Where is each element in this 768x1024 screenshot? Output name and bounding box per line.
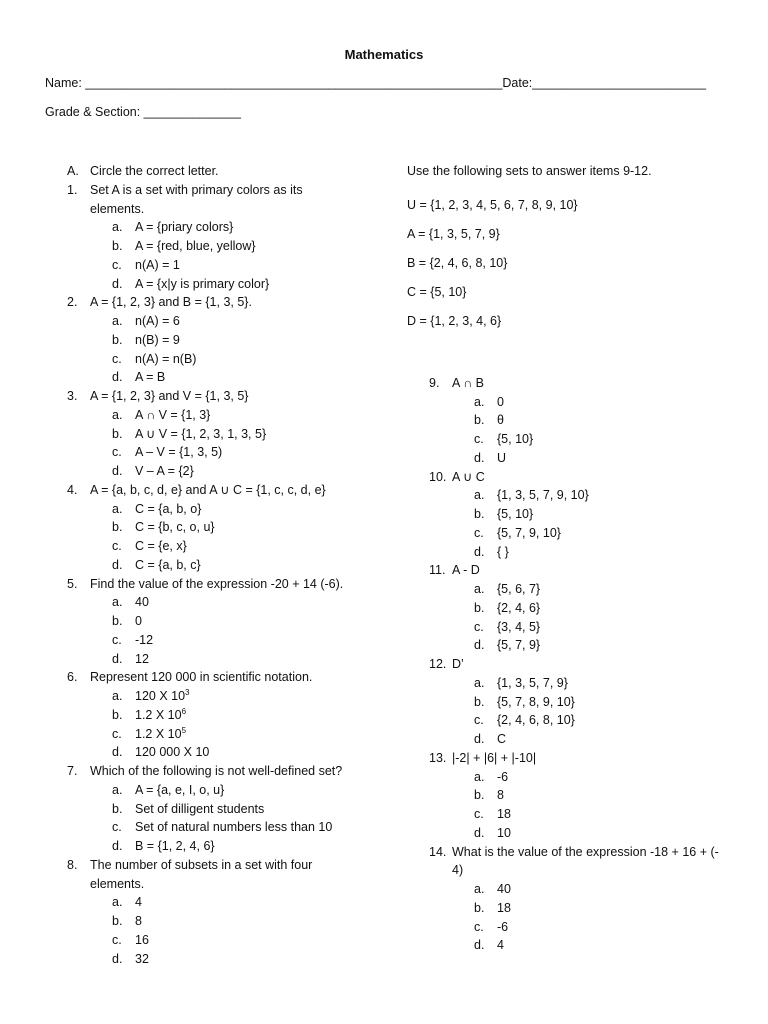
question-text: A = {a, b, c, d, e} and A ∪ C = {1, c, c, d, e} — [90, 482, 326, 497]
question-number: 2. — [67, 295, 78, 310]
option-text: C = {e, x} — [135, 539, 187, 553]
option-text: 10 — [497, 825, 511, 840]
question-14 — [407, 843, 737, 862]
option[interactable] — [45, 593, 390, 612]
option-text: {2, 4, 6} — [497, 600, 541, 615]
question-7 — [45, 762, 390, 781]
option-letter[interactable]: b. — [474, 900, 485, 915]
option-text: V – A = {2} — [135, 464, 194, 478]
question-12 — [407, 655, 737, 674]
question-number: 3. — [67, 389, 78, 403]
option[interactable] — [407, 768, 737, 787]
option[interactable] — [407, 636, 737, 655]
option-letter[interactable]: a. — [112, 689, 123, 703]
option-letter[interactable]: a. — [112, 220, 123, 235]
option-letter[interactable]: d. — [112, 370, 123, 385]
option-letter[interactable]: a. — [112, 782, 123, 797]
option[interactable] — [45, 556, 390, 575]
option-text: A = {a, e, I, o, u} — [135, 782, 225, 797]
option-letter[interactable]: b. — [474, 788, 485, 803]
option-text: {5, 7, 9} — [497, 638, 541, 653]
option-text — [135, 687, 190, 706]
option-letter[interactable]: c. — [112, 539, 122, 553]
option[interactable] — [407, 805, 737, 824]
question-1-cont — [45, 200, 390, 219]
option-letter[interactable]: c. — [112, 820, 122, 835]
instruction — [45, 162, 390, 181]
question-text: A - D — [452, 563, 480, 578]
option[interactable] — [45, 462, 390, 481]
option-text: Set of natural numbers less than 10 — [135, 820, 333, 835]
option[interactable] — [407, 486, 737, 505]
option-text: A ∪ V = {1, 2, 3, 1, 3, 5} — [135, 426, 267, 441]
left-column — [45, 162, 390, 968]
option-letter[interactable]: d. — [112, 651, 123, 666]
option-text: 18 — [497, 807, 511, 821]
option[interactable] — [45, 218, 390, 237]
option-text: A – V = {1, 3, 5) — [135, 445, 223, 460]
question-10 — [407, 468, 737, 487]
option-text: n(B) = 9 — [135, 332, 180, 347]
option-text: U — [497, 450, 507, 465]
question-1 — [45, 181, 390, 200]
option[interactable] — [45, 237, 390, 256]
option-base: 120 000 X 10 — [135, 745, 210, 760]
question-text: Find the value of the expression -20 + 14 (-6). — [90, 576, 344, 591]
question-text: What is the value of the expression -18 + 16 + (- — [452, 844, 719, 859]
option-letter[interactable]: c. — [112, 351, 122, 366]
option-letter[interactable]: c. — [112, 726, 122, 741]
option-text: A = {x|y is primary color} — [135, 276, 270, 291]
option[interactable] — [407, 599, 737, 618]
option-text: n(A) = 1 — [135, 257, 180, 272]
option-text: C = {a, b, c} — [135, 557, 201, 572]
option[interactable] — [45, 687, 390, 706]
option-text: 12 — [135, 651, 149, 666]
option-text — [135, 725, 186, 744]
option[interactable] — [407, 411, 737, 430]
option-text: {5, 10} — [497, 507, 534, 521]
option-letter[interactable]: c. — [474, 713, 484, 728]
option-exponent: 6 — [181, 706, 187, 716]
option-letter[interactable]: d. — [474, 450, 485, 465]
option-base: 1.2 X 10 — [135, 726, 182, 741]
option[interactable] — [407, 899, 737, 918]
option[interactable] — [407, 918, 737, 937]
option[interactable] — [45, 912, 390, 931]
option-letter[interactable]: b. — [112, 614, 123, 628]
option-text: θ — [497, 413, 504, 428]
question-text-cont: 4) — [452, 863, 464, 878]
set-d: D = {1, 2, 3, 4, 6} — [407, 313, 502, 328]
option-letter[interactable]: b. — [474, 694, 485, 709]
option[interactable] — [407, 393, 737, 412]
option-letter[interactable]: d. — [112, 839, 123, 853]
option[interactable] — [407, 880, 737, 899]
option[interactable] — [407, 936, 737, 955]
option-letter[interactable]: d. — [474, 938, 485, 953]
option-letter[interactable]: d. — [112, 276, 123, 291]
option[interactable] — [407, 711, 737, 730]
option-letter[interactable]: c. — [474, 525, 484, 540]
option-letter[interactable]: c. — [112, 932, 122, 947]
option-text: {5, 10} — [497, 432, 534, 446]
option-text: {2, 4, 6, 8, 10} — [497, 713, 575, 728]
option-letter[interactable]: b. — [474, 600, 485, 615]
question-text: A ∪ C — [452, 469, 485, 484]
option[interactable] — [45, 800, 390, 819]
option[interactable] — [45, 706, 390, 725]
option-letter[interactable]: d. — [112, 557, 123, 572]
option-text: 40 — [497, 882, 511, 896]
option-letter[interactable]: a. — [474, 582, 485, 596]
option[interactable] — [45, 500, 390, 519]
option[interactable] — [45, 256, 390, 275]
option-letter[interactable]: d. — [112, 464, 123, 478]
question-number: 14. — [429, 844, 447, 859]
option-text: A = {red, blue, yellow} — [135, 239, 256, 253]
option[interactable] — [45, 950, 390, 969]
question-8-cont — [45, 875, 390, 894]
option[interactable] — [45, 425, 390, 444]
option[interactable] — [45, 406, 390, 425]
question-text: |-2| + |6| + |-10| — [452, 750, 537, 765]
question-3 — [45, 387, 390, 406]
option-text: -12 — [135, 632, 154, 647]
question-8 — [45, 856, 390, 875]
right-column — [407, 162, 737, 955]
question-text: A = {1, 2, 3} and B = {1, 3, 5}. — [90, 295, 252, 310]
option[interactable] — [45, 931, 390, 950]
option-letter[interactable]: d. — [474, 825, 485, 840]
option-letter[interactable]: b. — [112, 801, 123, 816]
question-text: Represent 120 000 in scientific notation. — [90, 670, 313, 685]
option-letter[interactable]: b. — [112, 239, 123, 253]
option-letter[interactable]: a. — [112, 501, 123, 516]
option-exponent: 5 — [181, 725, 187, 735]
question-number: 10. — [429, 469, 447, 484]
option[interactable] — [407, 618, 737, 637]
question-number: 11. — [429, 563, 446, 578]
option[interactable] — [407, 430, 737, 449]
option-text: C = {b, c, o, u} — [135, 520, 215, 535]
question-9 — [407, 374, 737, 393]
set-c: C = {5, 10} — [407, 284, 467, 299]
option[interactable] — [45, 350, 390, 369]
option-letter[interactable]: a. — [112, 595, 123, 610]
option-letter[interactable]: d. — [112, 951, 123, 966]
question-number: 8. — [67, 857, 78, 872]
option-text — [135, 743, 209, 762]
option-text: 16 — [135, 932, 149, 947]
option-letter[interactable]: d. — [474, 638, 485, 653]
option[interactable] — [45, 893, 390, 912]
option-letter[interactable]: c. — [474, 919, 484, 934]
option-text: 40 — [135, 595, 149, 610]
option-text: {5, 7, 9, 10} — [497, 525, 561, 540]
option-letter[interactable]: d. — [112, 745, 123, 760]
option-text: 32 — [135, 951, 149, 966]
option[interactable] — [407, 730, 737, 749]
instruction-letter: A. — [67, 164, 79, 178]
set-u: U = {1, 2, 3, 4, 5, 6, 7, 8, 9, 10} — [407, 197, 578, 212]
option-letter[interactable]: c. — [474, 807, 484, 821]
option[interactable] — [45, 781, 390, 800]
question-number: 7. — [67, 764, 78, 778]
question-text: Set A is a set with primary colors as its — [90, 182, 303, 197]
option[interactable] — [45, 743, 390, 762]
option[interactable] — [45, 443, 390, 462]
set-a: A = {1, 3, 5, 7, 9} — [407, 226, 500, 241]
option[interactable] — [45, 650, 390, 669]
option-text — [135, 706, 186, 725]
option-letter[interactable]: c. — [474, 432, 484, 446]
question-number: 12. — [429, 657, 447, 671]
question-14-cont — [407, 861, 737, 880]
option-text: n(A) = 6 — [135, 314, 180, 328]
option-letter[interactable]: a. — [474, 488, 485, 503]
option-text: A = B — [135, 370, 166, 385]
option-text: {1, 3, 5, 7, 9} — [497, 675, 568, 690]
option[interactable] — [45, 275, 390, 294]
option-text: n(A) = n(B) — [135, 351, 197, 366]
option-letter[interactable]: a. — [112, 314, 123, 328]
option[interactable] — [45, 518, 390, 537]
question-13 — [407, 749, 737, 768]
option-letter[interactable]: b. — [112, 707, 123, 722]
name-date-line[interactable]: Name: ____________________________________________________________Date:_________________________ — [45, 76, 707, 90]
option-text: {1, 3, 5, 7, 9, 10} — [497, 488, 589, 503]
option[interactable] — [407, 786, 737, 805]
option-letter[interactable]: a. — [474, 882, 485, 896]
question-text: A ∩ B — [452, 375, 484, 390]
question-text-cont: elements. — [90, 876, 145, 891]
question-number: 1. — [67, 182, 78, 197]
question-number: 5. — [67, 576, 78, 591]
option-text: B = {1, 2, 4, 6} — [135, 839, 215, 853]
option[interactable] — [45, 837, 390, 856]
instruction-text: Circle the correct letter. — [90, 164, 219, 178]
option-text: C = {a, b, o} — [135, 501, 202, 516]
option-text: -6 — [497, 919, 509, 934]
option-text: {3, 4, 5} — [497, 619, 541, 634]
option[interactable] — [45, 331, 390, 350]
option[interactable] — [407, 543, 737, 562]
option[interactable] — [45, 537, 390, 556]
option-letter[interactable]: b. — [112, 520, 123, 535]
question-5 — [45, 575, 390, 594]
option[interactable] — [45, 612, 390, 631]
option-text: Set of dilligent students — [135, 801, 265, 816]
question-6 — [45, 668, 390, 687]
set-b: B = {2, 4, 6, 8, 10} — [407, 255, 508, 270]
option-base: 120 X 10 — [135, 689, 186, 703]
option-text: 0 — [497, 394, 504, 409]
option[interactable] — [407, 674, 737, 693]
option-base: 1.2 X 10 — [135, 707, 182, 722]
question-11 — [407, 561, 737, 580]
option-text: A = {priary colors} — [135, 220, 234, 235]
option-exponent: 3 — [185, 687, 190, 697]
option-text: { } — [497, 544, 509, 559]
question-number: 4. — [67, 482, 78, 497]
question-text: D’ — [452, 657, 464, 671]
option-text: 4 — [135, 895, 142, 910]
option-text: {5, 6, 7} — [497, 582, 541, 596]
option-letter[interactable]: d. — [474, 732, 485, 746]
option[interactable] — [45, 312, 390, 331]
option-letter[interactable]: b. — [474, 507, 485, 521]
option-text: 8 — [135, 914, 142, 928]
option-letter[interactable]: c. — [112, 632, 122, 647]
option[interactable] — [407, 449, 737, 468]
option[interactable] — [407, 693, 737, 712]
option[interactable] — [407, 580, 737, 599]
option[interactable] — [45, 631, 390, 650]
question-number: 9. — [429, 375, 440, 390]
option-text: {5, 7, 8, 9, 10} — [497, 694, 575, 709]
option[interactable] — [407, 524, 737, 543]
option-letter[interactable]: a. — [112, 407, 123, 422]
question-number: 6. — [67, 670, 78, 685]
option-text: A ∩ V = {1, 3} — [135, 407, 211, 422]
question-text: A = {1, 2, 3} and V = {1, 3, 5} — [90, 389, 249, 403]
option-letter[interactable]: b. — [474, 413, 485, 428]
option[interactable] — [407, 824, 737, 843]
option-text: -6 — [497, 769, 509, 784]
option-text: 4 — [497, 938, 504, 953]
option-letter[interactable]: c. — [112, 257, 122, 272]
question-number: 13. — [429, 750, 447, 765]
sets-intro: Use the following sets to answer items 9-12. — [407, 164, 652, 178]
question-2 — [45, 293, 390, 312]
option-letter[interactable]: d. — [474, 544, 485, 559]
option[interactable] — [45, 818, 390, 837]
question-text: Which of the following is not well-defined set? — [90, 764, 343, 778]
question-4 — [45, 481, 390, 500]
option-letter[interactable]: b. — [112, 914, 123, 928]
option-letter[interactable]: a. — [474, 394, 485, 409]
option-letter[interactable]: a. — [474, 769, 485, 784]
question-text-cont: elements. — [90, 201, 145, 216]
question-text: The number of subsets in a set with four — [90, 857, 313, 872]
page-title: Mathematics — [344, 47, 424, 62]
option[interactable] — [45, 368, 390, 387]
option-letter[interactable]: c. — [112, 445, 122, 460]
option-letter[interactable]: c. — [474, 619, 484, 634]
option-text: 18 — [497, 900, 511, 915]
grade-section-line[interactable]: Grade & Section: ______________ — [45, 105, 241, 119]
option-letter[interactable]: b. — [112, 426, 123, 441]
option-text: 0 — [135, 614, 142, 628]
option-text: C — [497, 732, 507, 746]
option-letter[interactable]: b. — [112, 332, 123, 347]
option-text: 8 — [497, 788, 504, 803]
option-letter[interactable]: a. — [474, 675, 485, 690]
option[interactable] — [45, 725, 390, 744]
option-letter[interactable]: a. — [112, 895, 123, 910]
option[interactable] — [407, 505, 737, 524]
